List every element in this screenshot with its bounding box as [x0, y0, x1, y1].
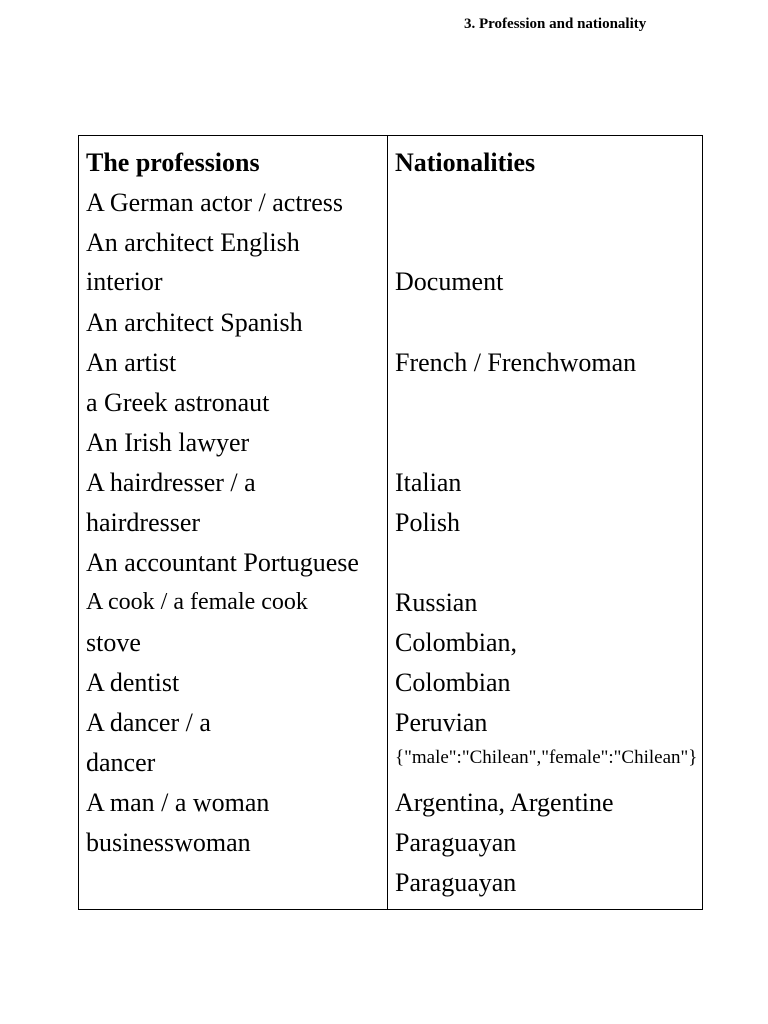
- profession-entry: A man / a woman: [86, 788, 270, 817]
- nationality-entry: Document: [395, 267, 504, 296]
- profession-entry: A cook / a female cook: [86, 589, 308, 615]
- profession-entry: a Greek astronaut: [86, 388, 270, 417]
- profession-entry: interior: [86, 267, 163, 296]
- nationality-entry: Paraguayan: [395, 828, 517, 857]
- nationality-entry: Italian: [395, 468, 462, 497]
- profession-entry: An architect English: [86, 228, 300, 257]
- nationality-entry: Colombian: [395, 668, 511, 697]
- profession-entry: A hairdresser / a: [86, 468, 256, 497]
- profession-entry: hairdresser: [86, 508, 201, 537]
- nationality-entry: Colombian,: [395, 628, 518, 657]
- nationality-entry: Russian: [395, 588, 478, 617]
- nationalities-column-header: Nationalities: [395, 148, 536, 177]
- column-divider: [387, 136, 388, 909]
- profession-entry: businesswoman: [86, 828, 251, 857]
- profession-entry: dancer: [86, 748, 156, 777]
- nationality-entry: Paraguayan: [395, 868, 517, 897]
- nationality-entry: Argentina, Argentine: [395, 788, 614, 817]
- page-header-title: 3. Profession and nationality: [464, 16, 647, 32]
- profession-entry: A German actor / actress: [86, 188, 344, 217]
- profession-nationality-table: [78, 135, 703, 910]
- nationality-entry: French / Frenchwoman: [395, 348, 637, 377]
- profession-entry: An Irish lawyer: [86, 428, 250, 457]
- profession-entry: An accountant Portuguese: [86, 548, 359, 577]
- profession-entry: An architect Spanish: [86, 308, 303, 337]
- profession-entry: stove: [86, 628, 141, 657]
- nationality-entry: Peruvian: [395, 708, 488, 737]
- nationality-entry: Polish: [395, 508, 461, 537]
- profession-entry: An artist: [86, 348, 177, 377]
- nationality-entry: {"male":"Chilean","female":"Chilean"}: [395, 747, 698, 768]
- profession-entry: A dancer / a: [86, 708, 211, 737]
- professions-column-header: The professions: [86, 148, 260, 177]
- profession-entry: A dentist: [86, 668, 180, 697]
